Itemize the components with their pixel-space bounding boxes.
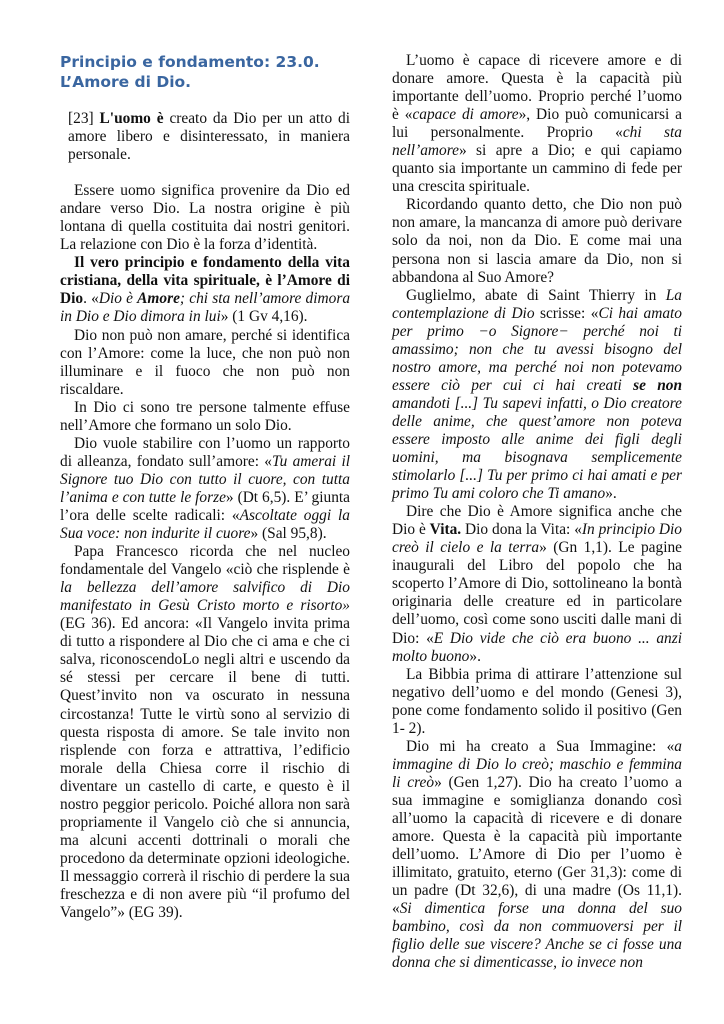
left-paragraph-4: In Dio ci sono tre persone talmente effuse nell’Amore che formano un solo Dio. — [60, 398, 350, 434]
intro-text: creato da Dio per un atto di amore libero e disinteressato, in maniera personale. — [68, 110, 350, 164]
left-paragraph-3: Dio non può non amare, perché si identifica con l’Amore: come la luce, che non può non illuminare e il fuoco che non può non riscaldare. — [60, 326, 350, 398]
right-paragraph-4: Dire che Dio è Amore significa anche che Dio è Vita. Dio dona la Vita: «In principio Dio creò il cielo e la terra» (Gn 1,1). Le pagine inaugurali del Libro del popolo che ha scoperto l’Amore di Dio, sottolineano la bontà originaria delle creature ed in particolare dell’uomo, così come sono usciti dalle mani di Dio: «E Dio vide che ciò era buono ... anzi molto buono». — [392, 503, 682, 665]
page-title — [60, 52, 350, 92]
right-paragraph-2: Ricordando quanto detto, che Dio non può non amare, la mancanza di amore può derivare solo da noi, non da Dio. E come mai una persona non si lascia amare da Dio, non si abbandona al Suo Amore? — [392, 196, 682, 286]
left-paragraph-1: Essere uomo significa provenire da Dio ed andare verso Dio. La nostra origine è più lontana di quella costituita dai nostri genitori. La relazione con Dio è la forza d’identità. — [60, 182, 350, 254]
right-paragraph-5: La Bibbia prima di attirare l’attenzione sul negativo dell’uomo e del mondo (Genesi 3), pone come fondamento solido il positivo (Gen 1- 2). — [392, 665, 682, 737]
right-paragraph-3: Guglielmo, abate di Saint Thierry in La contemplazione di Dio scrisse: «Ci hai amato per primo −o Signore− perché noi ti amassimo; non che tu avessi bisogno del nostro amore, ma perché noi non potevamo essere ciò per cui ci hai creati se non amandoti [...] Tu sapevi infatti, o Dio creatore delle anime, che quest’amore non poteva essere imposto alle anime dei figli degli uomini, ma bisognava semplicemente stimolarlo [...] Tu per primo ci hai amati e per primo Tu ami coloro che Ti amano». — [392, 286, 683, 503]
right-paragraph-6: Dio mi ha creato a Sua Immagine: «a immagine di Dio lo creò; maschio e femmina li creò» (Gen 1,27). Dio ha creato l’uomo a sua immagine e somiglianza donando così all’uomo la capacità di ricevere e di donare amore. Questa è la capacità più importante dell’uomo. L’Amore di Dio per l’uomo è illimitato, gratuito, eterno (Ger 31,3): come di un padre (Dt 32,6), di una madre (Os 11,1). «Si dimentica forse una donna del suo bambino, così da non commuoversi per il figlio delle sue viscere? Anche se ci fosse una donna che si dimenticasse, io invece non — [392, 737, 682, 972]
left-paragraph-5: Dio vuole stabilire con l’uomo un rapporto di alleanza, fondato sull’amore: «Tu amerai il Signore tuo Dio con tutto il cuore, con tutta l’anima e con tutte le forze» (Dt 6,5). E’ giunta l’ora delle scelte radicali: «Ascoltate oggi la Sua voce: non indurite il cuore» (Sal 95,8). — [60, 434, 350, 543]
left-column — [60, 0, 350, 922]
left-paragraph-6: Papa Francesco ricorda che nel nucleo fondamentale del Vangelo «ciò che risplende è la bellezza dell’amore salvifico di Dio manifestato in Gesù Cristo morto e risorto» (EG 36). Ed ancora: «Il Vangelo invita prima di tutto a rispondere al Dio che ci ama e che ci salva, riconoscendoLo negli altri e uscendo da sé stessi per cercare il bene di tutti. Quest’invito non va oscurato in nessuna circostanza! Tutte le virtù sono al servizio di questa risposta di amore. Se tale invito non risplende con forza e attrattiva, l’edificio morale della Chiesa corre il rischio di diventare un castello di carte, e questo è il nostro peggior pericolo. Poiché allora non sarà propriamente il Vangelo ciò che si annuncia, ma alcuni accenti dottrinali o morali che procedono da determinate opzioni ideologiche. Il messaggio correrà il rischio di perdere la sua freschezza e di non avere più “il profumo del Vangelo”» (EG 39). — [60, 543, 350, 922]
intro-paragraph — [68, 110, 350, 164]
right-column — [392, 52, 682, 972]
title-line-2: L’Amore di Dio. — [60, 73, 192, 91]
intro-bold: L'uomo è — [99, 110, 164, 127]
intro-number: [23] — [68, 110, 100, 127]
left-paragraph-2: Il vero principio e fondamento della vita cristiana, della vita spirituale, è l’Amore di Dio. «Dio è Amore; chi sta nell’amore dimora in Dio e Dio dimora in lui» (1 Gv 4,16). — [60, 254, 351, 326]
right-paragraph-1: L’uomo è capace di ricevere amore e di donare amore. Questa è la capacità più importante dell’uomo. Proprio perché l’uomo è «capace di amore», Dio può comunicarsi a lui personalmente. Proprio «chi sta nell’amore» si apre a Dio; e qui capiamo quanto sia importante un cammino di fede per una crescita spirituale. — [392, 52, 683, 196]
title-line-1: Principio e fondamento: 23.0. — [60, 53, 320, 71]
